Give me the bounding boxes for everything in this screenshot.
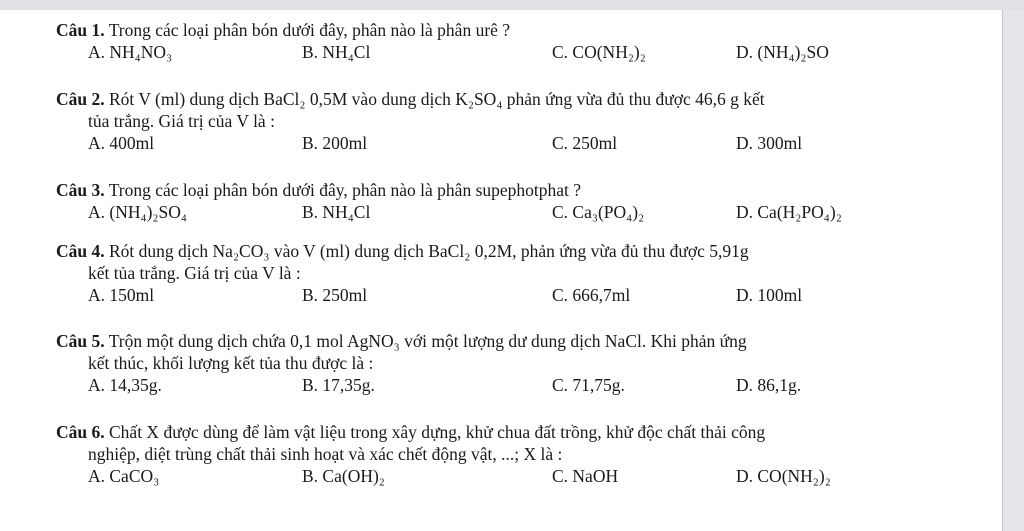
answer-row: [56, 132, 976, 154]
answer-c: C. NaOH: [552, 466, 619, 486]
question-text: [56, 88, 976, 132]
answer-b: B. 250ml: [302, 285, 368, 305]
answer-a: A. 400ml: [88, 133, 155, 153]
answer-a: A. 150ml: [88, 285, 155, 305]
question-number: Câu 4.: [56, 241, 105, 261]
question-line-1: Rót V (ml) dung dịch BaCl₂ 0,5M vào dung dịch K₂SO₄ phản ứng vừa đủ thu được 46,6 g kết: [109, 89, 765, 109]
answer-b: B. NH₄Cl: [302, 42, 371, 62]
question-line-2: kết thúc, khối lượng kết tủa thu được là :: [88, 353, 374, 373]
answer-b: B. NH₄Cl: [302, 202, 371, 222]
question-number: Câu 2.: [56, 89, 105, 109]
question-5: [56, 330, 976, 396]
question-line-2: tủa trắng. Giá trị của V là :: [88, 111, 275, 131]
question-line-1: Trong các loại phân bón dưới đây, phân nào là phân supephotphat ?: [108, 180, 582, 200]
answer-a: A. NH₄NO₃: [88, 42, 173, 62]
answer-row: [56, 465, 976, 487]
question-line-1: Rót dung dịch Na₂CO₃ vào V (ml) dung dịch BaCl₂ 0,2M, phản ứng vừa đủ thu được 5,91g: [109, 241, 749, 261]
answer-d: D. 86,1g.: [736, 375, 802, 395]
question-line-2: nghiệp, diệt trùng chất thải sinh hoạt và xác chết động vật, ...; X là :: [88, 444, 563, 464]
answer-a: A. (NH₄)₂SO₄: [88, 202, 187, 222]
answer-b: B. Ca(OH)₂: [302, 466, 385, 486]
question-text: [56, 19, 976, 41]
question-3: [56, 179, 976, 223]
right-margin: [1003, 10, 1024, 531]
answer-c: C. 250ml: [552, 133, 618, 153]
question-line-1: Chất X được dùng để làm vật liệu trong xây dựng, khử chua đất trồng, khử độc chất thải công: [109, 422, 766, 442]
answer-c: C. 71,75g.: [552, 375, 625, 395]
answer-a: A. 14,35g.: [88, 375, 162, 395]
answer-row: [56, 284, 976, 306]
answer-d: D. 100ml: [736, 285, 803, 305]
question-text: [56, 421, 976, 465]
answer-row: [56, 374, 976, 396]
answer-d: D. (NH₄)₂SO: [736, 42, 829, 62]
answer-a: A. CaCO₃: [88, 466, 160, 486]
question-line-1: Trộn một dung dịch chứa 0,1 mol AgNO₃ với một lượng dư dung dịch NaCl. Khi phản ứng: [108, 331, 747, 351]
question-number: Câu 6.: [56, 422, 105, 442]
question-2: [56, 88, 976, 154]
question-6: [56, 421, 976, 487]
question-number: Câu 5.: [56, 331, 105, 351]
answer-c: C. Ca₃(PO₄)₂: [552, 202, 645, 222]
question-text: [56, 330, 976, 374]
answer-c: C. 666,7ml: [552, 285, 631, 305]
answer-b: B. 200ml: [302, 133, 368, 153]
question-text: [56, 240, 976, 284]
question-number: Câu 3.: [56, 180, 105, 200]
answer-b: B. 17,35g.: [302, 375, 375, 395]
answer-c: C. CO(NH₂)₂: [552, 42, 646, 62]
question-number: Câu 1.: [56, 20, 105, 40]
answer-d: D. Ca(H₂PO₄)₂: [736, 202, 842, 222]
question-4: [56, 240, 976, 306]
question-line-1: Trong các loại phân bón dưới đây, phân nào là phân urê ?: [108, 20, 511, 40]
question-text: [56, 179, 976, 201]
answer-row: [56, 41, 976, 63]
answer-d: D. CO(NH₂)₂: [736, 466, 831, 486]
question-1: [56, 19, 976, 63]
answer-d: D. 300ml: [736, 133, 803, 153]
answer-row: [56, 201, 976, 223]
question-line-2: kết tủa trắng. Giá trị của V là :: [88, 263, 301, 283]
